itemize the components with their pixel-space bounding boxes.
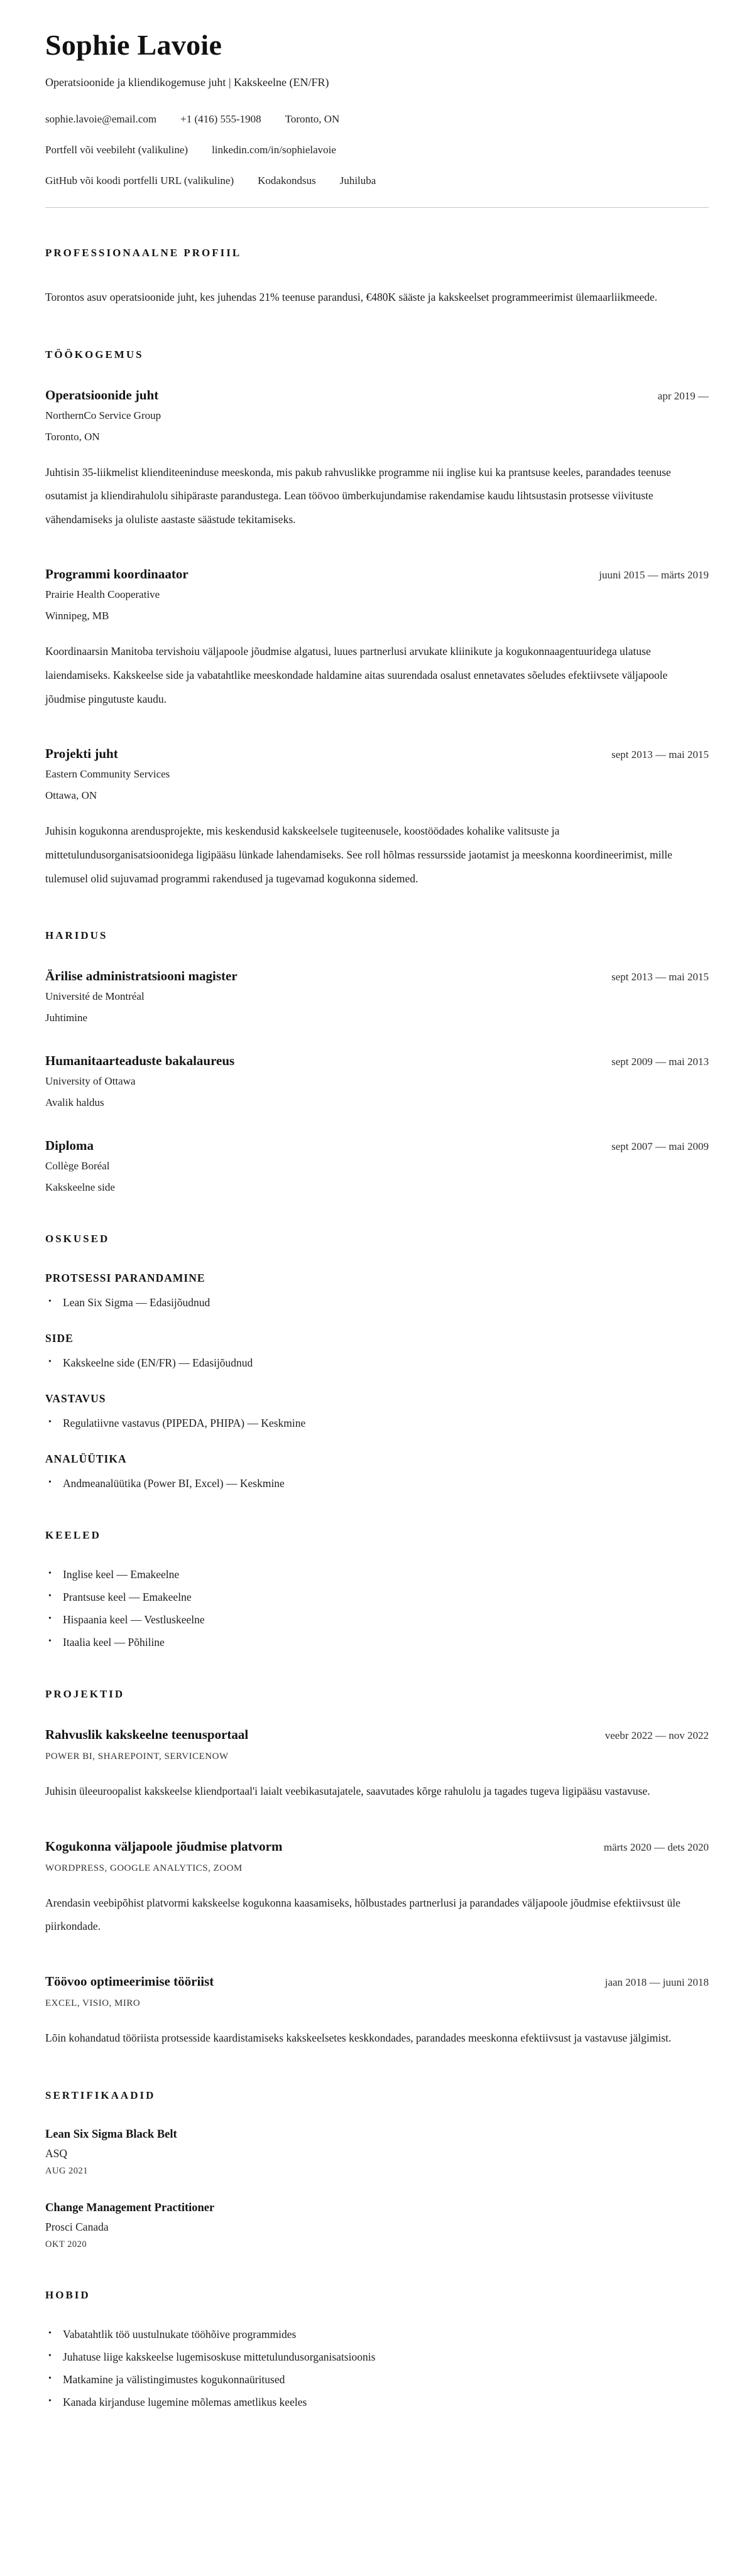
skill-group bbox=[45, 1272, 709, 1309]
skill-group-heading: ANALÜÜTIKA bbox=[45, 1453, 127, 1466]
contact-row-2 bbox=[45, 144, 709, 156]
skill-group-heading: SIDE bbox=[45, 1332, 74, 1345]
degree-dates: sept 2007 — mai 2009 bbox=[611, 1140, 709, 1153]
job-entry bbox=[45, 387, 709, 532]
certification-entry bbox=[45, 2202, 709, 2250]
job-title: Projekti juht bbox=[45, 746, 118, 762]
project-title-row bbox=[45, 1839, 709, 1854]
section-skills bbox=[45, 1233, 709, 1490]
skill-group bbox=[45, 1392, 709, 1430]
certification-issuer: ASQ bbox=[45, 2146, 68, 2160]
section-hobbies bbox=[45, 2289, 709, 2409]
skill-list bbox=[45, 1477, 709, 1490]
certification-title: Change Management Practitioner bbox=[45, 2201, 215, 2214]
education-heading: HARIDUS bbox=[45, 929, 108, 942]
degree-entry bbox=[45, 968, 709, 1024]
job-entry bbox=[45, 566, 709, 711]
job-company: Prairie Health Cooperative bbox=[45, 588, 160, 601]
skill-item: • Regulatiivne vastavus (PIPEDA, PHIPA) — Keskmine bbox=[45, 1417, 709, 1430]
skill-group bbox=[45, 1453, 709, 1490]
job-title: Programmi koordinaator bbox=[45, 566, 188, 582]
certification-date: OKT 2020 bbox=[45, 2239, 87, 2249]
degree-school: Université de Montréal bbox=[45, 990, 145, 1003]
section-experience bbox=[45, 349, 709, 891]
degree-title-row bbox=[45, 1138, 709, 1154]
job-title-row bbox=[45, 746, 709, 762]
certification-title: Lean Six Sigma Black Belt bbox=[45, 2128, 177, 2141]
job-description: Koordinaarsin Manitoba tervishoiu väljapoole jõudmise algatusi, luues partnerlusi arvukate kliinikute ja kogukonnaagentuuridega ulatuse laiendamiseks. Kakskeelse side ja vabatahtlike meeskondade haldamine aitas suurendada osalust ennetavates sõeludes efektiivsete väljapoole jõudmise pingutuste kaudu. bbox=[45, 645, 668, 705]
linkedin-text: linkedin.com/in/sophielavoie bbox=[212, 143, 336, 156]
project-description: Juhisin üleeuroopalist kakskeelse kliendportaal'i laialt veebikasutajatele, saavutades kõrge rahulolu ja tagades tugeva ligipääsu vastavuse. bbox=[45, 1785, 650, 1798]
hobby-item: • Matkamine ja välistingimustes kogukonnaüritused bbox=[45, 2373, 709, 2386]
section-projects bbox=[45, 1688, 709, 2050]
skill-item: • Andmeanalüütika (Power BI, Excel) — Keskmine bbox=[45, 1477, 709, 1490]
certification-date: AUG 2021 bbox=[45, 2165, 89, 2176]
drivers-license-label: Juhiluba bbox=[339, 174, 376, 187]
language-item: • Inglise keel — Emakeelne bbox=[45, 1568, 709, 1581]
degree-dates: sept 2013 — mai 2015 bbox=[611, 971, 709, 983]
hobbies-heading: HOBID bbox=[45, 2288, 90, 2301]
certification-issuer: Prosci Canada bbox=[45, 2220, 109, 2233]
location-text: Toronto, ON bbox=[285, 112, 340, 125]
hobby-list bbox=[45, 2328, 709, 2409]
phone-text: +1 (416) 555-1908 bbox=[180, 112, 261, 125]
project-dates: veebr 2022 — nov 2022 bbox=[604, 1729, 709, 1742]
email-text: sophie.lavoie@email.com bbox=[45, 112, 157, 125]
certification-entry bbox=[45, 2128, 709, 2177]
citizenship-label: Kodakondsus bbox=[258, 174, 316, 187]
degree-school: University of Ottawa bbox=[45, 1075, 136, 1088]
project-title: Kogukonna väljapoole jõudmise platvorm bbox=[45, 1838, 283, 1854]
project-tech: POWER BI, SHAREPOINT, SERVICENOW bbox=[45, 1751, 229, 1762]
profile-heading: PROFESSIONAALNE PROFIIL bbox=[45, 246, 242, 259]
job-location: Ottawa, ON bbox=[45, 789, 97, 802]
profile-summary: Torontos asuv operatsioonide juht, kes juhendas 21% teenuse parandusi, €480K sääste ja kakskeelset programmeerimist ülemaarliikmeede. bbox=[45, 290, 658, 303]
job-dates: juuni 2015 — märts 2019 bbox=[599, 569, 709, 582]
project-dates: märts 2020 — dets 2020 bbox=[603, 1841, 709, 1853]
skill-item: • Kakskeelne side (EN/FR) — Edasijõudnud bbox=[45, 1356, 709, 1370]
project-description: Lõin kohandatud tööriista protsesside kaardistamiseks kakskeelsetes keskkondades, parandades meeskonna efektiivsust ja vastavuse jälgimist. bbox=[45, 2032, 672, 2045]
job-title: Operatsioonide juht bbox=[45, 387, 159, 403]
resume-header bbox=[45, 29, 709, 187]
project-title-row bbox=[45, 1727, 709, 1743]
project-entry bbox=[45, 1727, 709, 1804]
contact-row-1 bbox=[45, 113, 709, 126]
project-tech: EXCEL, VISIO, MIRO bbox=[45, 1998, 141, 2009]
candidate-name: Sophie Lavoie bbox=[45, 29, 222, 61]
degree-field: Juhtimine bbox=[45, 1012, 88, 1024]
skill-group-heading: PROTSESSI PARANDAMINE bbox=[45, 1272, 205, 1285]
degree-title: Diploma bbox=[45, 1138, 94, 1154]
contact-row-3 bbox=[45, 175, 709, 187]
language-list bbox=[45, 1568, 709, 1649]
skill-group-heading: VASTAVUS bbox=[45, 1392, 106, 1405]
degree-entry bbox=[45, 1138, 709, 1194]
project-dates: jaan 2018 — juuni 2018 bbox=[604, 1976, 709, 1989]
project-title-row bbox=[45, 1974, 709, 1989]
job-title-row bbox=[45, 566, 709, 582]
project-entry bbox=[45, 1974, 709, 2050]
language-item: • Itaalia keel — Põhiline bbox=[45, 1636, 709, 1649]
job-entry bbox=[45, 746, 709, 890]
job-location: Winnipeg, MB bbox=[45, 610, 109, 622]
projects-heading: PROJEKTID bbox=[45, 1688, 125, 1701]
job-title-row bbox=[45, 387, 709, 403]
job-company: Eastern Community Services bbox=[45, 768, 170, 781]
section-profile bbox=[45, 247, 709, 310]
degree-dates: sept 2009 — mai 2013 bbox=[611, 1056, 709, 1068]
hobby-item: • Juhatuse liige kakskeelse lugemisoskuse mittetulundusorganisatsioonis bbox=[45, 2351, 709, 2364]
degree-title: Humanitaarteaduste bakalaureus bbox=[45, 1053, 235, 1069]
job-description: Juhtisin 35-liikmelist klienditeeninduse meeskonda, mis pakub rahvuslikke programme nii inglise kui ka prantsuse keeles, parandades teenuse osutamist ja kliendirahulolu sihipäraste parandustega. Lean töövoo ümberkujundamise rakendamise kaudu lihtsustasin protsesse viivituste vähendamiseks ja oluliste aastaste säästude tekitamiseks. bbox=[45, 465, 671, 526]
project-title: Töövoo optimeerimise tööriist bbox=[45, 1974, 214, 1989]
project-entry bbox=[45, 1839, 709, 1939]
degree-title-row bbox=[45, 1053, 709, 1069]
skill-list bbox=[45, 1417, 709, 1430]
degree-school: Collège Boréal bbox=[45, 1160, 110, 1172]
project-tech: WORDPRESS, GOOGLE ANALYTICS, ZOOM bbox=[45, 1863, 243, 1873]
job-description: Juhisin kogukonna arendusprojekte, mis keskendusid kakskeelsele tugiteenusele, koostöödades kohalike valitsuste ja mittetulundusorganisatsioonidega ligipääsu lünkade lahendamiseks. See roll hõlmas ressursside jaotamist ja meeskonna koordineerimist, mille tulemusel olid sujuvamad programmi rakendused ja tugevamad kogukonna sidemed. bbox=[45, 825, 672, 885]
candidate-headline: Operatsioonide ja kliendikogemuse juht | Kakskeelne (EN/FR) bbox=[45, 75, 329, 89]
language-item: • Prantsuse keel — Emakeelne bbox=[45, 1591, 709, 1604]
degree-field: Kakskeelne side bbox=[45, 1181, 115, 1194]
skill-list bbox=[45, 1296, 709, 1309]
skill-list bbox=[45, 1356, 709, 1370]
degree-entry bbox=[45, 1053, 709, 1109]
skill-group bbox=[45, 1332, 709, 1370]
github-label: GitHub või koodi portfelli URL (valikuline) bbox=[45, 174, 234, 187]
section-certifications bbox=[45, 2089, 709, 2250]
job-dates: sept 2013 — mai 2015 bbox=[611, 749, 709, 761]
job-location: Toronto, ON bbox=[45, 430, 100, 443]
hobby-item: • Kanada kirjanduse lugemine mõlemas ametlikus keeles bbox=[45, 2396, 709, 2409]
job-dates: apr 2019 — bbox=[657, 389, 709, 402]
job-company: NorthernCo Service Group bbox=[45, 409, 161, 421]
degree-title-row bbox=[45, 968, 709, 984]
certifications-heading: SERTIFIKAADID bbox=[45, 2089, 156, 2101]
languages-heading: KEELED bbox=[45, 1529, 101, 1542]
section-education bbox=[45, 929, 709, 1194]
header-divider bbox=[45, 207, 709, 208]
language-item: • Hispaania keel — Vestluskeelne bbox=[45, 1613, 709, 1626]
hobby-item: • Vabatahtlik töö uustulnukate tööhõive programmides bbox=[45, 2328, 709, 2341]
degree-title: Ärilise administratsiooni magister bbox=[45, 968, 238, 984]
experience-heading: TÖÖKOGEMUS bbox=[45, 348, 144, 360]
section-languages bbox=[45, 1529, 709, 1649]
project-title: Rahvuslik kakskeelne teenusportaal bbox=[45, 1727, 249, 1743]
project-description: Arendasin veebipõhist platvormi kakskeelse kogukonna kaasamiseks, hõlbustades partnerlusi ja parandades väljapoole jõudmise efektiivsust üle piirkondade. bbox=[45, 1896, 680, 1933]
skill-item: • Lean Six Sigma — Edasijõudnud bbox=[45, 1296, 709, 1309]
portfolio-label: Portfell või veebileht (valikuline) bbox=[45, 143, 188, 156]
degree-field: Avalik haldus bbox=[45, 1096, 104, 1109]
skills-heading: OSKUSED bbox=[45, 1233, 110, 1245]
